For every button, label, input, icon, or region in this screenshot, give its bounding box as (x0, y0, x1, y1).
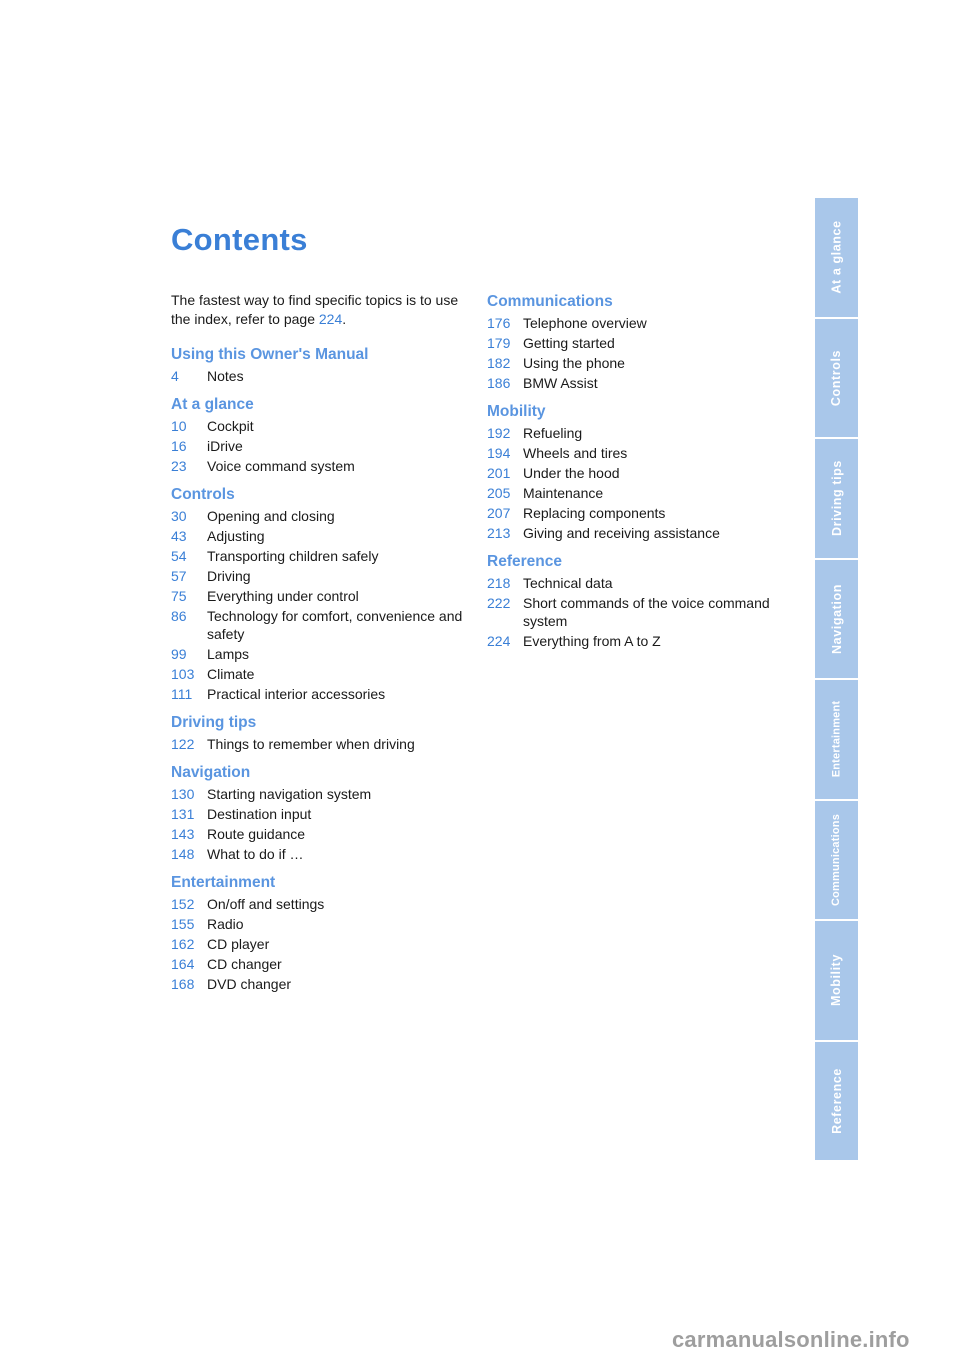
watermark: carmanualsonline.info (672, 1327, 910, 1352)
toc-entry[interactable] (487, 464, 787, 482)
page-number-link[interactable]: 16 (171, 438, 187, 454)
toc-entry[interactable] (171, 895, 471, 913)
page-number-link[interactable]: 168 (171, 976, 195, 992)
chapter-tab-label: Mobility (829, 954, 844, 1007)
toc-entry[interactable] (171, 607, 471, 643)
entry-title: Adjusting (207, 528, 265, 544)
toc-entry[interactable] (171, 935, 471, 953)
page-number-link[interactable]: 43 (171, 528, 187, 544)
section-navigation (171, 763, 471, 863)
section-at-a-glance (171, 395, 471, 475)
entry-title: On/off and settings (207, 896, 325, 912)
entry-title: Lamps (207, 646, 250, 662)
toc-entry[interactable] (487, 334, 787, 352)
toc-entry[interactable] (487, 374, 787, 392)
toc-entry[interactable] (171, 785, 471, 803)
page-number-link[interactable]: 176 (487, 315, 511, 331)
toc-entry[interactable] (171, 547, 471, 565)
entry-title: Voice command system (207, 458, 355, 474)
page-number-link[interactable]: 205 (487, 485, 511, 501)
page-number-link[interactable]: 186 (487, 375, 511, 391)
toc-entry[interactable] (171, 367, 471, 385)
entry-title: What to do if … (207, 846, 304, 862)
entry-title: Driving (207, 568, 251, 584)
entry-title: Using the phone (523, 355, 625, 371)
toc-entry[interactable] (171, 457, 471, 475)
toc-entry[interactable] (487, 504, 787, 522)
page-number-link[interactable]: 103 (171, 666, 195, 682)
entry-title: CD player (207, 936, 270, 952)
entry-title: Replacing components (523, 505, 666, 521)
page-number-link[interactable]: 130 (171, 786, 195, 802)
entry-title: Cockpit (207, 418, 254, 434)
entry-title: Wheels and tires (523, 445, 628, 461)
toc-entry[interactable] (171, 527, 471, 545)
page-number-link[interactable]: 99 (171, 646, 187, 662)
section-heading: Communications (487, 293, 613, 310)
toc-entry[interactable] (171, 587, 471, 605)
toc-entry[interactable] (487, 632, 787, 650)
section-driving-tips (171, 713, 471, 753)
entry-title: Practical interior accessories (207, 686, 386, 702)
entry-title: Giving and receiving assistance (523, 525, 720, 541)
page-number-link[interactable]: 218 (487, 575, 511, 591)
toc-entry[interactable] (171, 507, 471, 525)
page-number-link[interactable]: 224 (487, 633, 511, 649)
chapter-tab-entertainment[interactable] (815, 680, 858, 801)
page-number-link[interactable]: 57 (171, 568, 187, 584)
section-reference (487, 552, 787, 650)
entry-title: CD changer (207, 956, 282, 972)
page-number-link[interactable]: 182 (487, 355, 511, 371)
entry-title: Transporting children safely (207, 548, 379, 564)
chapter-tab-reference[interactable] (815, 1042, 858, 1161)
entry-title: Route guidance (207, 826, 306, 842)
section-communications (487, 292, 787, 392)
page-number-link[interactable]: 122 (171, 736, 195, 752)
page-number-link[interactable]: 192 (487, 425, 511, 441)
entry-title: Maintenance (523, 485, 604, 501)
section-entertainment (171, 873, 471, 993)
intro-paragraph (171, 291, 471, 329)
page-number-link[interactable]: 179 (487, 335, 511, 351)
index-page-link[interactable]: 224 (318, 311, 343, 327)
chapter-tab-label: Entertainment (830, 700, 843, 778)
chapter-tab-mobility[interactable] (815, 921, 858, 1042)
page-title: Contents (171, 222, 308, 257)
entry-title: DVD changer (207, 976, 292, 992)
page-number-link[interactable]: 201 (487, 465, 511, 481)
chapter-tab-strip (815, 198, 858, 1160)
page-number-link[interactable]: 75 (171, 588, 187, 604)
entry-title: BMW Assist (523, 375, 598, 391)
intro-text: The fastest way to find specific topics is to use the index, refer to page (171, 292, 459, 327)
section-heading: Using this Owner's Manual (171, 346, 369, 363)
section-heading: Navigation (171, 764, 251, 781)
entry-title: Telephone overview (523, 315, 647, 331)
toc-entry[interactable] (171, 825, 471, 843)
toc-entry[interactable] (171, 805, 471, 823)
entry-title: Destination input (207, 806, 312, 822)
toc-entry[interactable] (487, 484, 787, 502)
chapter-tab-driving-tips[interactable] (815, 439, 858, 560)
entry-title: Everything from A to Z (523, 633, 661, 649)
entry-title: Notes (207, 368, 244, 384)
chapter-tab-controls[interactable] (815, 319, 858, 440)
page-number-link[interactable]: 4 (171, 368, 179, 384)
chapter-tab-label: Controls (829, 349, 844, 406)
page-number-link[interactable]: 131 (171, 806, 195, 822)
entry-title: Things to remember when driving (207, 736, 415, 752)
toc-entry[interactable] (171, 567, 471, 585)
entry-title: Short commands of the voice command system (523, 595, 770, 629)
toc-entry[interactable] (487, 524, 787, 542)
page-number-link[interactable]: 111 (171, 686, 193, 702)
entry-title: Getting started (523, 335, 615, 351)
section-heading: Reference (487, 553, 562, 570)
contents-left-column (171, 345, 471, 1003)
page-number-link[interactable]: 30 (171, 508, 187, 524)
chapter-tab-communications[interactable] (815, 801, 858, 922)
chapter-tab-label: At a glance (829, 220, 844, 294)
section-heading: Controls (171, 486, 235, 503)
entry-title: iDrive (207, 438, 243, 454)
chapter-tab-label: Communications (830, 813, 843, 906)
toc-entry[interactable] (487, 574, 787, 592)
section-using-this-owner-s-manual (171, 345, 471, 385)
toc-entry[interactable] (487, 444, 787, 462)
page-number-link[interactable]: 213 (487, 525, 511, 541)
chapter-tab-label: Driving tips (829, 460, 844, 537)
page-number-link[interactable]: 164 (171, 956, 195, 972)
section-controls (171, 485, 471, 703)
entry-title: Opening and closing (207, 508, 335, 524)
toc-entry[interactable] (171, 845, 471, 863)
toc-entry[interactable] (171, 665, 471, 683)
intro-end: . (342, 311, 347, 327)
toc-entry[interactable] (171, 915, 471, 933)
page-number-link[interactable]: 162 (171, 936, 195, 952)
chapter-tab-at-a-glance[interactable] (815, 198, 858, 319)
toc-entry[interactable] (171, 645, 471, 663)
toc-entry[interactable] (487, 424, 787, 442)
toc-entry[interactable] (171, 685, 471, 703)
entry-title: Climate (207, 666, 255, 682)
entry-title: Technology for comfort, convenience and safety (207, 608, 463, 642)
page-number-link[interactable]: 194 (487, 445, 511, 461)
chapter-tab-label: Reference (829, 1067, 844, 1134)
section-heading: Driving tips (171, 714, 257, 731)
entry-title: Everything under control (207, 588, 359, 604)
entry-title: Refueling (523, 425, 583, 441)
section-heading: At a glance (171, 396, 254, 413)
page-number-link[interactable]: 207 (487, 505, 511, 521)
chapter-tab-navigation[interactable] (815, 560, 858, 681)
chapter-tab-label: Navigation (829, 583, 844, 654)
toc-entry[interactable] (487, 314, 787, 332)
page-number-link[interactable]: 152 (171, 896, 195, 912)
entry-title: Radio (207, 916, 244, 932)
toc-entry[interactable] (171, 437, 471, 455)
contents-right-column (487, 292, 787, 660)
page-number-link[interactable]: 155 (171, 916, 195, 932)
page-number-link[interactable]: 143 (171, 826, 195, 842)
page-number-link[interactable]: 148 (171, 846, 195, 862)
section-heading: Entertainment (171, 874, 276, 891)
section-heading: Mobility (487, 403, 546, 420)
page-number-link[interactable]: 10 (171, 418, 187, 434)
toc-entry[interactable] (171, 735, 471, 753)
toc-entry[interactable] (171, 975, 471, 993)
page-number-link[interactable]: 54 (171, 548, 187, 564)
page-number-link[interactable]: 23 (171, 458, 187, 474)
toc-entry[interactable] (171, 417, 471, 435)
entry-title: Technical data (523, 575, 613, 591)
toc-entry[interactable] (171, 955, 471, 973)
entry-title: Starting navigation system (207, 786, 372, 802)
toc-entry[interactable] (487, 594, 787, 630)
page-number-link[interactable]: 222 (487, 595, 511, 611)
toc-entry[interactable] (487, 354, 787, 372)
entry-title: Under the hood (523, 465, 620, 481)
section-mobility (487, 402, 787, 542)
page-number-link[interactable]: 86 (171, 608, 187, 624)
